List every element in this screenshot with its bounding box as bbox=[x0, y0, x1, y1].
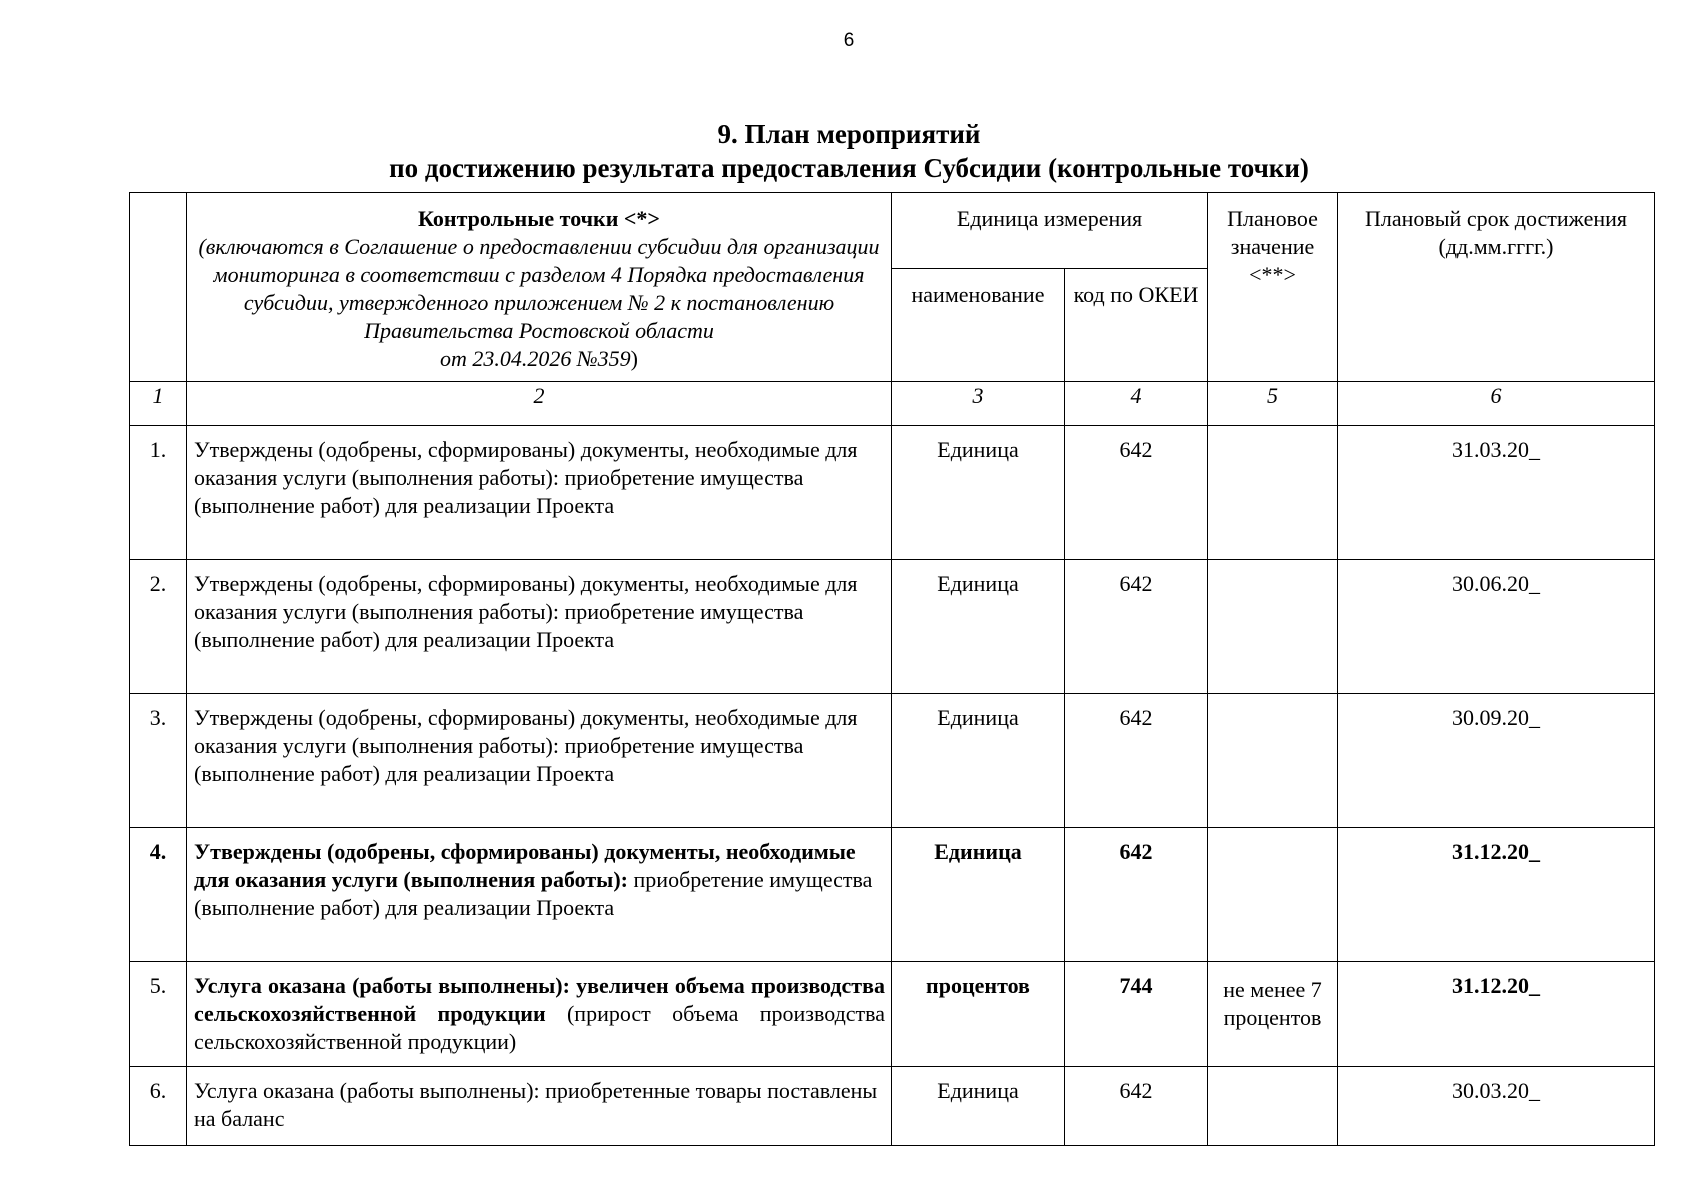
header-unit-code: код по ОКЕИ bbox=[1065, 269, 1208, 382]
table-row bbox=[130, 426, 1655, 560]
row-term: 30.09.20_ bbox=[1338, 694, 1655, 828]
table-row bbox=[130, 1067, 1655, 1146]
column-number: 6 bbox=[1338, 382, 1655, 426]
row-number: 2. bbox=[130, 560, 187, 694]
document-heading bbox=[0, 117, 1698, 185]
table-row bbox=[130, 694, 1655, 828]
header-unit-name: наименование bbox=[892, 269, 1065, 382]
row-planned-value bbox=[1208, 694, 1338, 828]
row-number: 5. bbox=[130, 962, 187, 1067]
row-term: 31.12.20_ bbox=[1338, 828, 1655, 962]
table-row bbox=[130, 560, 1655, 694]
heading-line-2: по достижению результата предоставления Субсидии (контрольные точки) bbox=[389, 153, 1309, 183]
row-unit-name: Единица bbox=[892, 426, 1065, 560]
row-unit-name: процентов bbox=[892, 962, 1065, 1067]
header-control-points bbox=[187, 193, 892, 382]
row-number: 6. bbox=[130, 1067, 187, 1146]
row-term: 31.12.20_ bbox=[1338, 962, 1655, 1067]
table-row bbox=[130, 962, 1655, 1067]
row-term: 30.03.20_ bbox=[1338, 1067, 1655, 1146]
row-unit-code: 642 bbox=[1065, 560, 1208, 694]
row-unit-name: Единица bbox=[892, 1067, 1065, 1146]
row-planned-value bbox=[1208, 1067, 1338, 1146]
header-unit-group: Единица измерения bbox=[892, 193, 1208, 269]
row-planned-value bbox=[1208, 560, 1338, 694]
row-control-point: Услуга оказана (работы выполнены): приобретенные товары поставлены на баланс bbox=[187, 1067, 892, 1146]
header-row-1 bbox=[130, 193, 1655, 269]
page-number: 6 bbox=[843, 30, 855, 51]
row-unit-code: 642 bbox=[1065, 694, 1208, 828]
column-number: 3 bbox=[892, 382, 1065, 426]
row-planned-value: не менее 7 процентов bbox=[1208, 962, 1338, 1067]
control-points-table bbox=[129, 192, 1655, 1146]
row-unit-code: 642 bbox=[1065, 426, 1208, 560]
row-planned-value bbox=[1208, 426, 1338, 560]
row-control-point: Утверждены (одобрены, сформированы) документы, необходимые для оказания услуги (выполнения работы): приобретение имущества (выполнение работ) для реализации Проекта bbox=[187, 560, 892, 694]
row-term: 31.03.20_ bbox=[1338, 426, 1655, 560]
header-number-cell bbox=[130, 193, 187, 382]
row-number: 4. bbox=[130, 828, 187, 962]
table-row bbox=[130, 828, 1655, 962]
row-unit-code: 642 bbox=[1065, 1067, 1208, 1146]
header-planned-term: Плановый срок достижения (дд.мм.гггг.) bbox=[1338, 193, 1655, 382]
header-control-points-title: Контрольные точки <*> bbox=[418, 206, 660, 231]
column-number: 1 bbox=[130, 382, 187, 426]
row-control-point: Услуга оказана (работы выполнены): увеличен объема производства сельскохозяйственной продукции (прирост объема производства сельскохозяйственной продукции) bbox=[187, 962, 892, 1067]
column-number: 2 bbox=[187, 382, 892, 426]
row-unit-name: Единица bbox=[892, 828, 1065, 962]
row-planned-value bbox=[1208, 828, 1338, 962]
column-number: 4 bbox=[1065, 382, 1208, 426]
row-control-point: Утверждены (одобрены, сформированы) документы, необходимые для оказания услуги (выполнения работы): приобретение имущества (выполнение работ) для реализации Проекта bbox=[187, 828, 892, 962]
row-control-point: Утверждены (одобрены, сформированы) документы, необходимые для оказания услуги (выполнения работы): приобретение имущества (выполнение работ) для реализации Проекта bbox=[187, 694, 892, 828]
heading-line-1: 9. План мероприятий bbox=[717, 119, 981, 149]
row-unit-name: Единица bbox=[892, 560, 1065, 694]
row-term: 30.06.20_ bbox=[1338, 560, 1655, 694]
row-unit-name: Единица bbox=[892, 694, 1065, 828]
row-number: 3. bbox=[130, 694, 187, 828]
row-unit-code: 642 bbox=[1065, 828, 1208, 962]
row-number: 1. bbox=[130, 426, 187, 560]
header-control-points-date: от 23.04.2026 №359 bbox=[440, 346, 631, 371]
row-control-point: Утверждены (одобрены, сформированы) документы, необходимые для оказания услуги (выполнения работы): приобретение имущества (выполнение работ) для реализации Проекта bbox=[187, 426, 892, 560]
column-number: 5 bbox=[1208, 382, 1338, 426]
column-numbering-row bbox=[130, 382, 1655, 426]
header-control-points-note: (включаются в Соглашение о предоставлении субсидии для организации мониторинга в соответствии с разделом 4 Порядка предоставления субсидии, утвержденного приложением № 2 к постановлению Правительства Ростовской области от 23.04.2026 №359) bbox=[198, 234, 880, 371]
header-planned-value: Плановое значение <**> bbox=[1208, 193, 1338, 382]
row-unit-code: 744 bbox=[1065, 962, 1208, 1067]
